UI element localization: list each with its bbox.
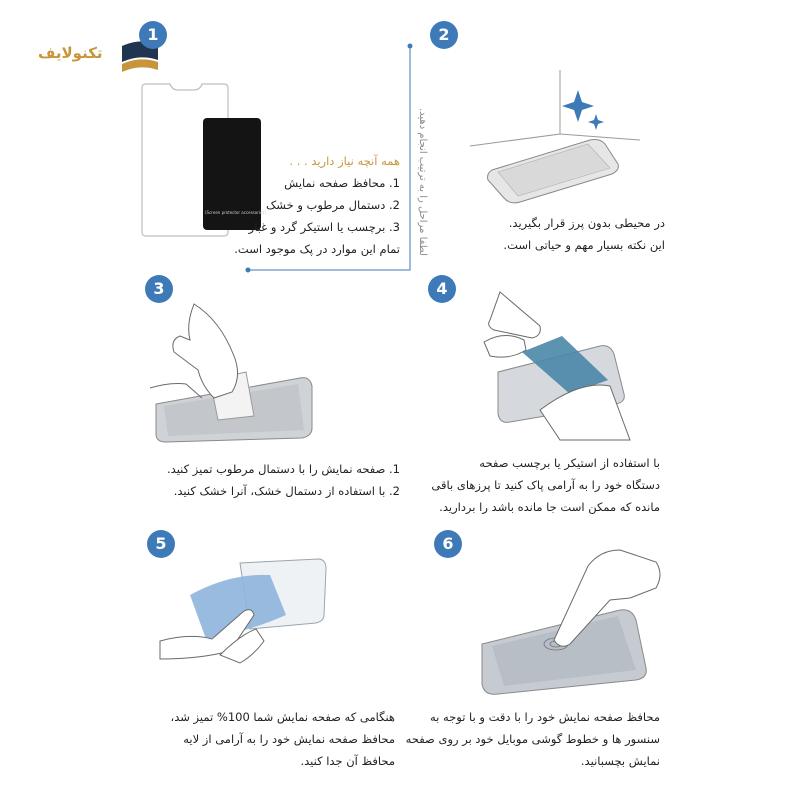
step-3-illustration — [150, 300, 320, 450]
sparkle-icon — [562, 90, 604, 130]
step-2-text — [500, 212, 665, 256]
step-3-text — [167, 458, 400, 502]
accessory-card-text: (Screen protector accessories) — [205, 210, 267, 215]
step-5-text — [165, 706, 395, 772]
step-4-line-2: دستگاه خود را به آرامی پاک کنید تا پرزهای باقی — [431, 478, 660, 492]
step-2-line-2: این نکته بسیار مهم و حیاتی است. — [503, 238, 665, 252]
step-5-line-3: محافظ آن جدا کنید. — [300, 754, 395, 768]
step-badge-5: 5 — [147, 530, 175, 558]
logo-text: تکنولایف — [38, 44, 103, 62]
step-badge-6: 6 — [434, 530, 462, 558]
step-1-heading: همه آنچه نیاز دارید . . . — [289, 154, 400, 168]
step-3-line-1: 1. صفحه نمایش را با دستمال مرطوب تمیز کنید. — [167, 462, 400, 476]
step-6-line-2: سنسور ها و خطوط گوشی موبایل خود بر روی صفحه — [405, 732, 660, 746]
step-4-line-3: مانده که ممکن است جا مانده باشد را بردارید. — [439, 500, 660, 514]
step-2-line-1: در محیطی بدون پرز قرار بگیرید. — [508, 216, 665, 230]
step-3-line-2: 2. با استفاده از دستمال خشک، آنرا خشک کنید. — [173, 484, 400, 498]
step-6-line-3: نمایش بچسبانید. — [580, 754, 660, 768]
step-6-text — [405, 706, 660, 772]
step-5-illustration — [160, 555, 330, 665]
side-note: لطفا مراحل را به ترتیب انجام دهید. — [417, 108, 428, 256]
step-5-line-2: محافظ صفحه نمایش خود را به آرامی از لایه — [183, 732, 395, 746]
step-1-line-2: 2. دستمال مرطوب و خشک — [266, 198, 400, 212]
step-6-line-1: محافظ صفحه نمایش خود را با دقت و با توجه به — [429, 710, 660, 724]
step-1-line-1: 1. محافظ صفحه نمایش — [284, 176, 400, 190]
step-2-illustration — [460, 60, 650, 210]
phone-icon — [488, 140, 619, 203]
hand-icon — [150, 304, 238, 398]
step-badge-3: 3 — [145, 275, 173, 303]
step-1-line-4: تمام این موارد در پک موجود است. — [234, 242, 400, 256]
step-badge-4: 4 — [428, 275, 456, 303]
step-badge-1: 1 — [139, 21, 167, 49]
step-6-illustration — [470, 540, 670, 700]
step-badge-2: 2 — [430, 21, 458, 49]
step-5-line-1: هنگامی که صفحه نمایش شما 100% تمیز شد، — [170, 710, 395, 724]
step-4-illustration — [480, 290, 640, 440]
step-4-line-1: با استفاده از استیکر یا برچسب صفحه — [479, 456, 660, 470]
step-4-text — [420, 452, 660, 518]
step-1-line-3: 3. برچسب یا استیکر گرد و غبار — [248, 220, 400, 234]
